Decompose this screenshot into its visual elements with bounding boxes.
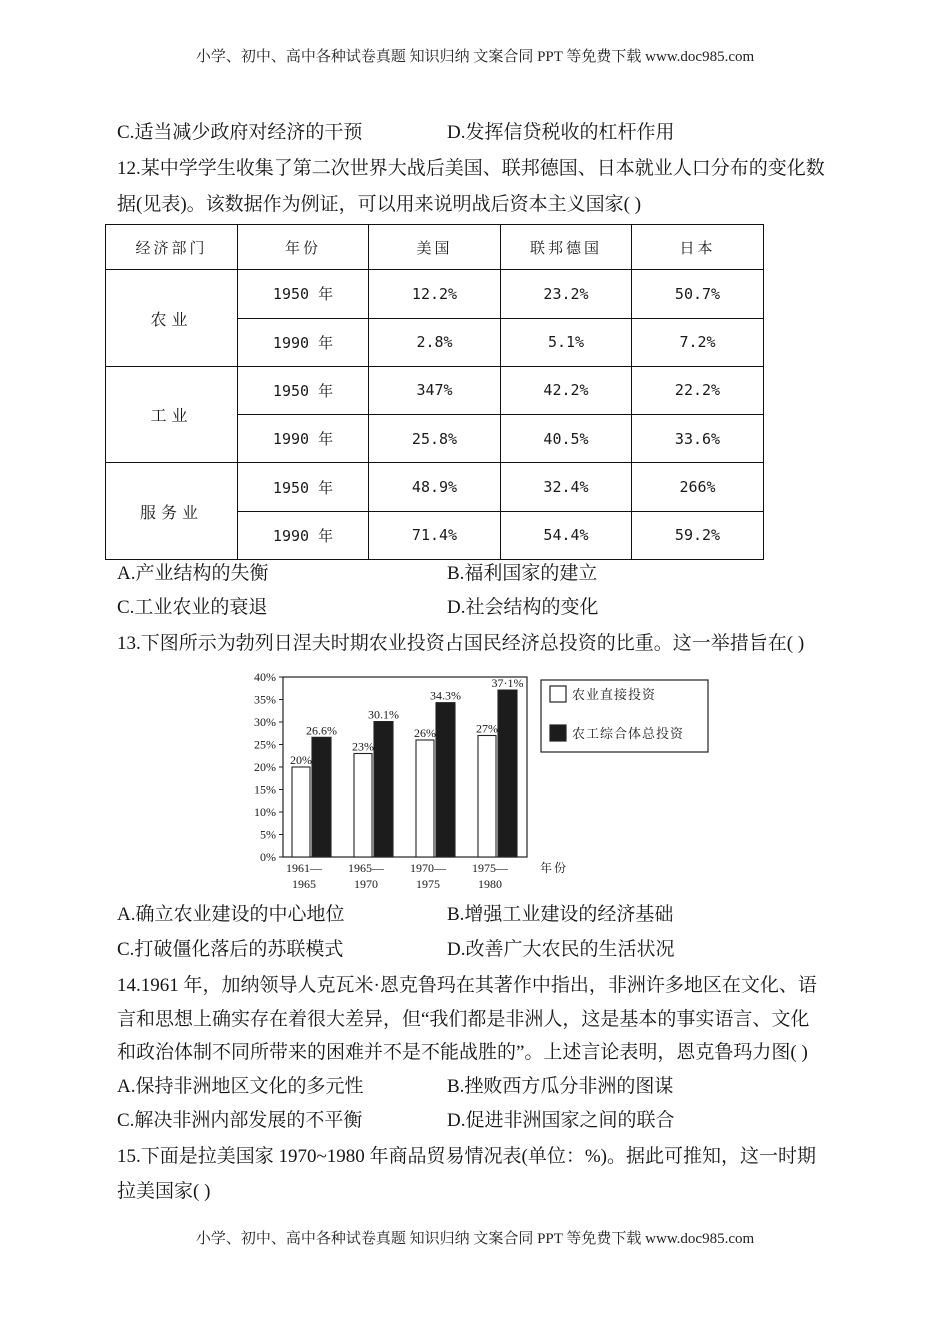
bar-data-label: 34.3% [430,688,461,703]
legend-swatch-agri-direct [550,686,566,702]
y-tick-label: 10% [254,805,276,819]
bar-data-label: 20% [290,753,312,767]
year-cell: 1990 年 [238,318,369,366]
q13-stem: 13.下图所示为勃列日涅夫时期农业投资占国民经济总投资的比重。这一举措旨在( ) [117,633,805,654]
legend-swatch-agro-industrial [550,725,566,741]
bar-data-label: 26.6% [306,723,337,738]
value-cell-japan: 50.7% [632,270,764,318]
value-cell-japan: 59.2% [632,511,764,559]
value-cell-usa: 48.9% [369,463,501,511]
q14-options-row-ab [0,1075,950,1099]
q11-option-c: C.适当减少政府对经济的干预 [117,122,363,143]
x-axis-title: 年份 [540,861,569,875]
x-category-label: 1975— [472,861,508,875]
q14-stem-line-3: 和政治体制不同所带来的困难并不是不能战胜的”。上述言论表明，恩克鲁玛力图( ) [117,1042,808,1063]
value-cell-west-germany: 32.4% [501,463,632,511]
y-tick-label: 25% [254,737,276,752]
x-category-label: 1970— [410,861,446,875]
year-cell: 1990 年 [238,511,369,559]
y-tick-label: 20% [254,760,276,774]
legend-label-agri-direct: 农业直接投资 [572,687,657,702]
q15-stem-line-2: 拉美国家( ) [117,1181,211,1202]
bar-data-label: 37·1% [491,676,524,691]
bar-agri-direct [478,736,496,858]
y-tick-label: 40% [254,670,276,684]
sector-cell-agriculture: 农业 [106,270,238,367]
column-header-year: 年份 [238,225,369,270]
bar-series [290,676,524,857]
bar-agro-industrial [436,703,455,857]
x-category-label: 1965 [292,877,316,891]
value-cell-usa: 347% [369,366,501,414]
bar-data-label: 26% [414,726,436,740]
legend-label-agro-industrial: 农工综合体总投资 [572,726,685,741]
x-axis-category-labels [286,861,509,891]
bar-agro-industrial [498,690,517,857]
employment-distribution-table [105,224,764,560]
q12-options-row-cd [0,596,950,620]
column-header-japan: 日本 [632,225,764,270]
value-cell-west-germany: 42.2% [501,366,632,414]
column-header-west-germany: 联邦德国 [501,225,632,270]
q13-option-d: D.改善广大农民的生活状况 [447,939,675,960]
column-header-usa: 美国 [369,225,501,270]
value-cell-usa: 71.4% [369,511,501,559]
q15-stem-line-1: 15.下面是拉美国家 1970~1980 年商品贸易情况表(单位：%)。据此可推知，这一时期 [117,1146,817,1167]
q12-option-d: D.社会结构的变化 [447,597,599,618]
q13-options-row-ab [0,903,950,927]
x-category-label: 1980 [478,877,502,891]
year-cell: 1990 年 [238,415,369,463]
q12-option-c: C.工业农业的衰退 [117,597,268,618]
sector-cell-industry: 工业 [106,366,238,463]
bar-agri-direct [354,754,372,858]
y-tick-label: 5% [260,827,276,842]
x-category-label: 1975 [416,877,440,891]
x-category-label: 1961— [286,861,322,875]
table-row [106,270,764,318]
table-row [106,366,764,414]
sector-cell-services: 服务业 [106,463,238,560]
x-category-label: 1970 [354,877,378,891]
q14-options-row-cd [0,1109,950,1133]
table-header-row [106,225,764,270]
table-row [106,463,764,511]
bar-data-label: 27% [476,721,498,736]
y-tick-label: 15% [254,782,276,797]
bar-agri-direct [416,740,434,857]
q11-option-d: D.发挥信贷税收的杠杆作用 [447,122,675,143]
q12-stem-line-1: 12.某中学学生收集了第二次世界大战后美国、联邦德国、日本就业人口分布的变化数 [117,158,825,179]
q12-stem-line-2: 据(见表)。该数据作为例证，可以用来说明战后资本主义国家( ) [117,194,642,215]
q12-option-b: B.福利国家的建立 [447,563,598,584]
year-cell: 1950 年 [238,366,369,414]
q14-option-c: C.解决非洲内部发展的不平衡 [117,1110,363,1131]
site-footer-banner: 小学、初中、高中各种试卷真题 知识归纳 文案合同 PPT 等免费下载 www.doc985.com [195,1231,755,1247]
value-cell-west-germany: 5.1% [501,318,632,366]
y-tick-label: 35% [254,692,276,707]
agricultural-investment-bar-chart [240,668,715,898]
value-cell-usa: 2.8% [369,318,501,366]
x-category-label: 1965— [348,861,384,875]
value-cell-west-germany: 54.4% [501,511,632,559]
q14-stem-line-2: 言和思想上确实存在着很大差异，但“我们都是非洲人，这是基本的事实语言、文化 [117,1009,810,1030]
q13-option-a: A.确立农业建设的中心地位 [117,904,345,925]
q13-option-b: B.增强工业建设的经济基础 [447,904,674,925]
value-cell-japan: 7.2% [632,318,764,366]
value-cell-usa: 12.2% [369,270,501,318]
column-header-sector: 经济部门 [106,225,238,270]
value-cell-japan: 33.6% [632,415,764,463]
q14-option-a: A.保持非洲地区文化的多元性 [117,1076,364,1097]
site-header-banner: 小学、初中、高中各种试卷真题 知识归纳 文案合同 PPT 等免费下载 www.doc985.com [195,49,755,65]
bar-data-label: 23% [352,739,374,754]
y-tick-label: 30% [254,715,276,729]
q12-options-row-ab [0,562,950,586]
value-cell-west-germany: 23.2% [501,270,632,318]
q14-option-d: D.促进非洲国家之间的联合 [447,1110,675,1131]
q13-options-row-cd [0,938,950,962]
bar-agro-industrial [374,722,393,857]
bar-agro-industrial [312,737,331,857]
year-cell: 1950 年 [238,270,369,318]
value-cell-usa: 25.8% [369,415,501,463]
year-cell: 1950 年 [238,463,369,511]
q12-option-a: A.产业结构的失衡 [117,563,269,584]
y-tick-label: 0% [260,850,276,864]
q13-option-c: C.打破僵化落后的苏联模式 [117,939,344,960]
q11-options-row-cd [0,121,950,145]
bar-agri-direct [292,767,310,857]
value-cell-west-germany: 40.5% [501,415,632,463]
value-cell-japan: 22.2% [632,366,764,414]
q14-stem-line-1: 14.1961 年，加纳领导人克瓦米·恩克鲁玛在其著作中指出，非洲许多地区在文化、语 [117,975,817,996]
chart-legend [541,680,708,752]
bar-data-label: 30.1% [368,707,399,722]
q14-option-b: B.挫败西方瓜分非洲的图谋 [447,1076,674,1097]
value-cell-japan: 266% [632,463,764,511]
